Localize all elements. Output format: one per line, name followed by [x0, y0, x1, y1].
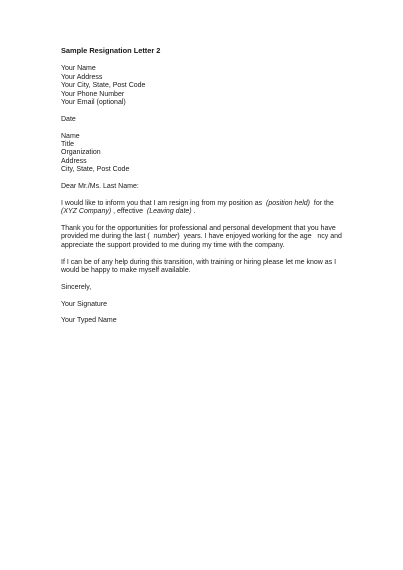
company-name: (XYZ Company) [61, 208, 112, 216]
sender-block [61, 65, 351, 107]
recipient-name: Name [61, 132, 80, 140]
letter-date: Date [61, 115, 76, 123]
recipient-address: Address [61, 157, 87, 165]
paragraph-1 [61, 200, 351, 217]
typed-name-block [61, 317, 351, 325]
signature: Your Signature [61, 300, 108, 308]
p2-text-c: ) years. I have enjoyed working for the age ncy and appreciate the support provided to me during my time with the company. [61, 233, 344, 249]
sender-email: Your Email (optional) [61, 99, 126, 107]
p1-text-c: for the [310, 199, 338, 207]
closing-block [61, 284, 351, 292]
p1-text-g: . [191, 208, 196, 216]
letter-title: Sample Resignation Letter 2 [61, 46, 161, 55]
p3-text: If I can be of any help during this transition, with training or hiring please let me know as I would be happy to make myself available. [61, 258, 339, 275]
leaving-date: (Leaving date) [146, 208, 192, 216]
letter-body [61, 47, 351, 334]
sender-city: Your City, State, Post Code [61, 82, 146, 90]
p1-text-a: I would like to inform you that I am resign ing from my position as [61, 199, 267, 207]
sender-phone: Your Phone Number [61, 90, 125, 98]
date-block [61, 116, 351, 124]
recipient-organization: Organization [61, 149, 101, 157]
signature-block [61, 301, 351, 309]
years-number: number [153, 233, 178, 241]
p1-text-e: , effective [111, 208, 147, 216]
sender-address: Your Address [61, 73, 103, 81]
recipient-block [61, 133, 351, 175]
paragraph-3 [61, 259, 351, 276]
recipient-city: City, State, Post Code [61, 166, 130, 174]
salutation: Dear Mr./Ms. Last Name: [61, 183, 139, 191]
typed-name: Your Typed Name [61, 317, 117, 325]
sender-name: Your Name [61, 65, 96, 73]
recipient-title: Title [61, 141, 74, 149]
paragraph-2 [61, 225, 351, 250]
position-held: (position held) [266, 199, 310, 207]
closing: Sincerely, [61, 283, 92, 291]
salutation-block [61, 183, 351, 191]
p2-text-a: Thank you for the opportunities for professional and personal development that you have provided me during the last ( [61, 225, 338, 241]
